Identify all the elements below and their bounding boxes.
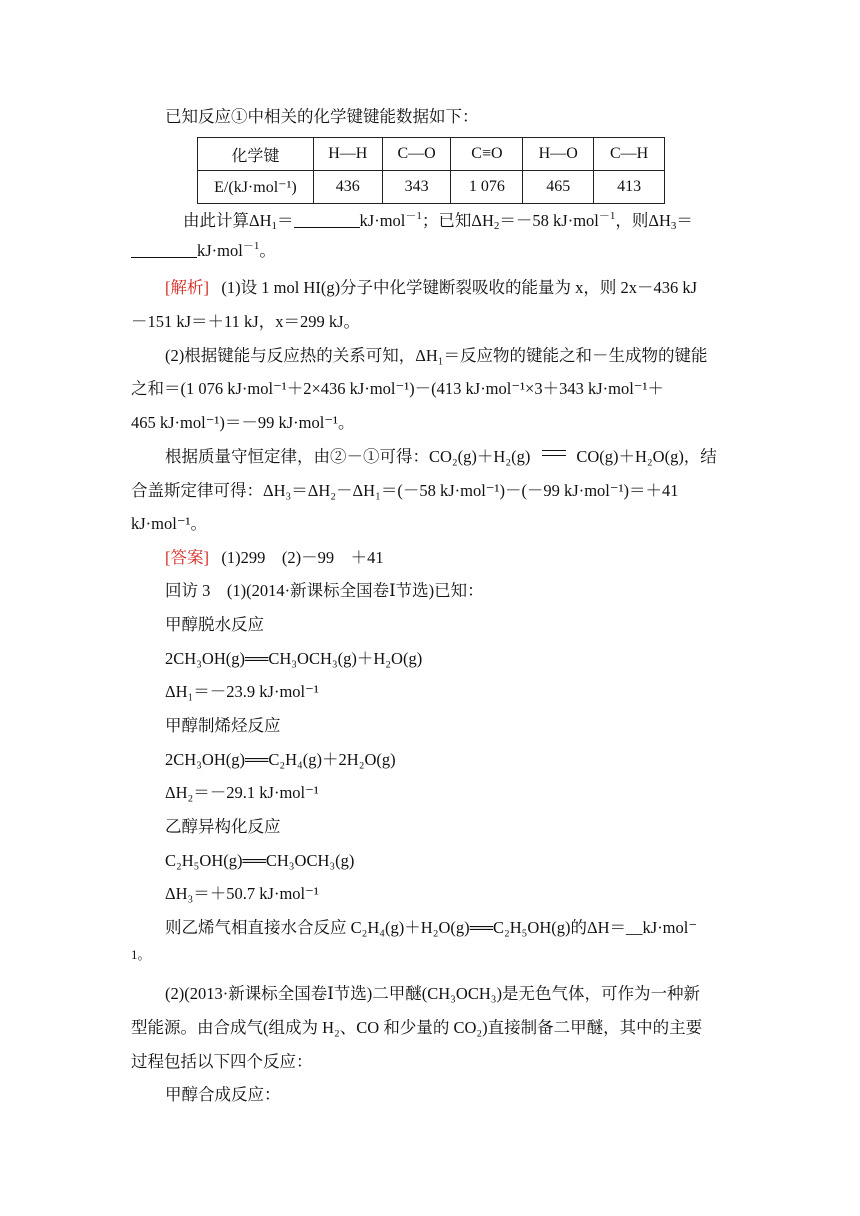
- table-header-cell: C≡O: [451, 138, 523, 171]
- reaction-name: 甲醇脱水反应: [165, 615, 264, 634]
- answer-text: (1)299 (2)－99 ＋41: [221, 548, 384, 567]
- table-header-cell: C—O: [382, 138, 451, 171]
- reaction-enthalpy: ΔH₃＝＋50.7 kJ·mol⁻¹: [165, 884, 319, 903]
- table-cell: 1 076: [451, 171, 523, 204]
- table-header-cell: H—O: [523, 138, 594, 171]
- table-row: [198, 171, 665, 204]
- reaction-name: 乙醇异构化反应: [165, 817, 281, 836]
- analysis-line-2: －151 kJ＝＋11 kJ，x＝299 kJ。: [131, 312, 361, 331]
- intro-line: 已知反应①中相关的化学键键能数据如下：: [165, 107, 479, 126]
- calc-text-b: kJ·mol: [359, 211, 406, 230]
- table-cell: 436: [313, 171, 382, 204]
- question-line-tail: 1。: [131, 947, 151, 962]
- equilibrium-arrow-icon: [540, 448, 568, 460]
- reaction-right: CO(g)＋H₂O(g)，结: [576, 447, 717, 466]
- paragraph-line: (2)(2013·新课标全国卷Ⅰ节选)二甲醚(CH₃OCH₃)是无色气体，可作为一种新: [165, 984, 700, 1003]
- calc-text-d: ＝－58 kJ·mol: [499, 211, 599, 230]
- answer-line: [165, 547, 384, 569]
- paragraph-line: 465 kJ·mol⁻¹)＝－99 kJ·mol⁻¹。: [131, 413, 355, 432]
- paragraph-line: 之和＝(1 076 kJ·mol⁻¹＋2×436 kJ·mol⁻¹)－(413 kJ·mol⁻¹×3＋343 kJ·mol⁻¹＋: [131, 379, 664, 398]
- reaction-equation: 2CH₃OH(g)══C₂H₄(g)＋2H₂O(g): [165, 750, 396, 769]
- answer-label: [答案]: [165, 548, 209, 567]
- calc-text-c: ；已知ΔH: [421, 211, 494, 230]
- reaction-name: 甲醇制烯烃反应: [165, 716, 281, 735]
- calc-text-f: kJ·mol: [197, 241, 243, 260]
- analysis-text: (1)设 1 mol HI(g)分子中化学键断裂吸收的能量为 x，则 2x－436 kJ: [221, 278, 698, 297]
- revisit-heading: 回访 3 (1)(2014·新课标全国卷Ⅰ节选)已知：: [165, 581, 484, 600]
- paragraph-line: [165, 446, 717, 468]
- calc-line-2: kJ·mol$^{-1}$。: [131, 240, 276, 262]
- table-cell: 465: [523, 171, 594, 204]
- calc-line: 由此计算$\Delta H_1= kJ\cdot mol^{-1}$；已知$\Delta H_2=-58$ kJ·mol$^{-1}$，则$\Delta H_3=$: [183, 210, 693, 232]
- table-row-label: E/(kJ·mol⁻¹): [198, 171, 314, 204]
- table-header-row: [198, 138, 665, 171]
- answer-blank[interactable]: [131, 241, 197, 258]
- answer-blank[interactable]: [294, 211, 360, 228]
- calc-text-a: 由此计算ΔH: [183, 211, 272, 230]
- paragraph-line: 过程包括以下四个反应：: [131, 1052, 313, 1071]
- bond-energy-table: [197, 137, 665, 204]
- reaction-equation: 2CH₃OH(g)══CH₃OCH₃(g)＋H₂O(g): [165, 649, 423, 668]
- paragraph-line: 合盖斯定律可得：ΔH₃＝ΔH₂－ΔH₁＝(－58 kJ·mol⁻¹)－(－99 kJ·mol⁻¹)＝＋41: [131, 481, 679, 500]
- reaction-left: 根据质量守恒定律，由②－①可得：CO₂(g)＋H₂(g): [165, 447, 531, 466]
- analysis-label: [解析]: [165, 278, 209, 297]
- paragraph-line: (2)根据键能与反应热的关系可知，ΔH₁＝反应物的键能之和－生成物的键能: [165, 346, 708, 365]
- table-header-cell: 化学键: [198, 138, 314, 171]
- paragraph-line: 型能源。由合成气(组成为 H₂、CO 和少量的 CO₂)直接制备二甲醚，其中的主要: [131, 1018, 703, 1037]
- table-header-cell: H—H: [313, 138, 382, 171]
- paragraph-line: 甲醇合成反应：: [165, 1085, 281, 1104]
- reaction-enthalpy: ΔH₂＝－29.1 kJ·mol⁻¹: [165, 783, 319, 802]
- analysis-line-1: [165, 277, 697, 299]
- question-line: 则乙烯气相直接水合反应 C₂H₄(g)＋H₂O(g)══C₂H₅OH(g)的ΔH＝__kJ·mol⁻: [165, 918, 698, 937]
- reaction-enthalpy: ΔH₁＝－23.9 kJ·mol⁻¹: [165, 682, 319, 701]
- calc-text-e: ，则ΔH: [615, 211, 671, 230]
- table-cell: 413: [594, 171, 665, 204]
- table-header-cell: C—H: [594, 138, 665, 171]
- reaction-equation: C₂H₅OH(g)══CH₃OCH₃(g): [165, 851, 355, 870]
- table-cell: 343: [382, 171, 451, 204]
- paragraph-line: kJ·mol⁻¹。: [131, 514, 207, 533]
